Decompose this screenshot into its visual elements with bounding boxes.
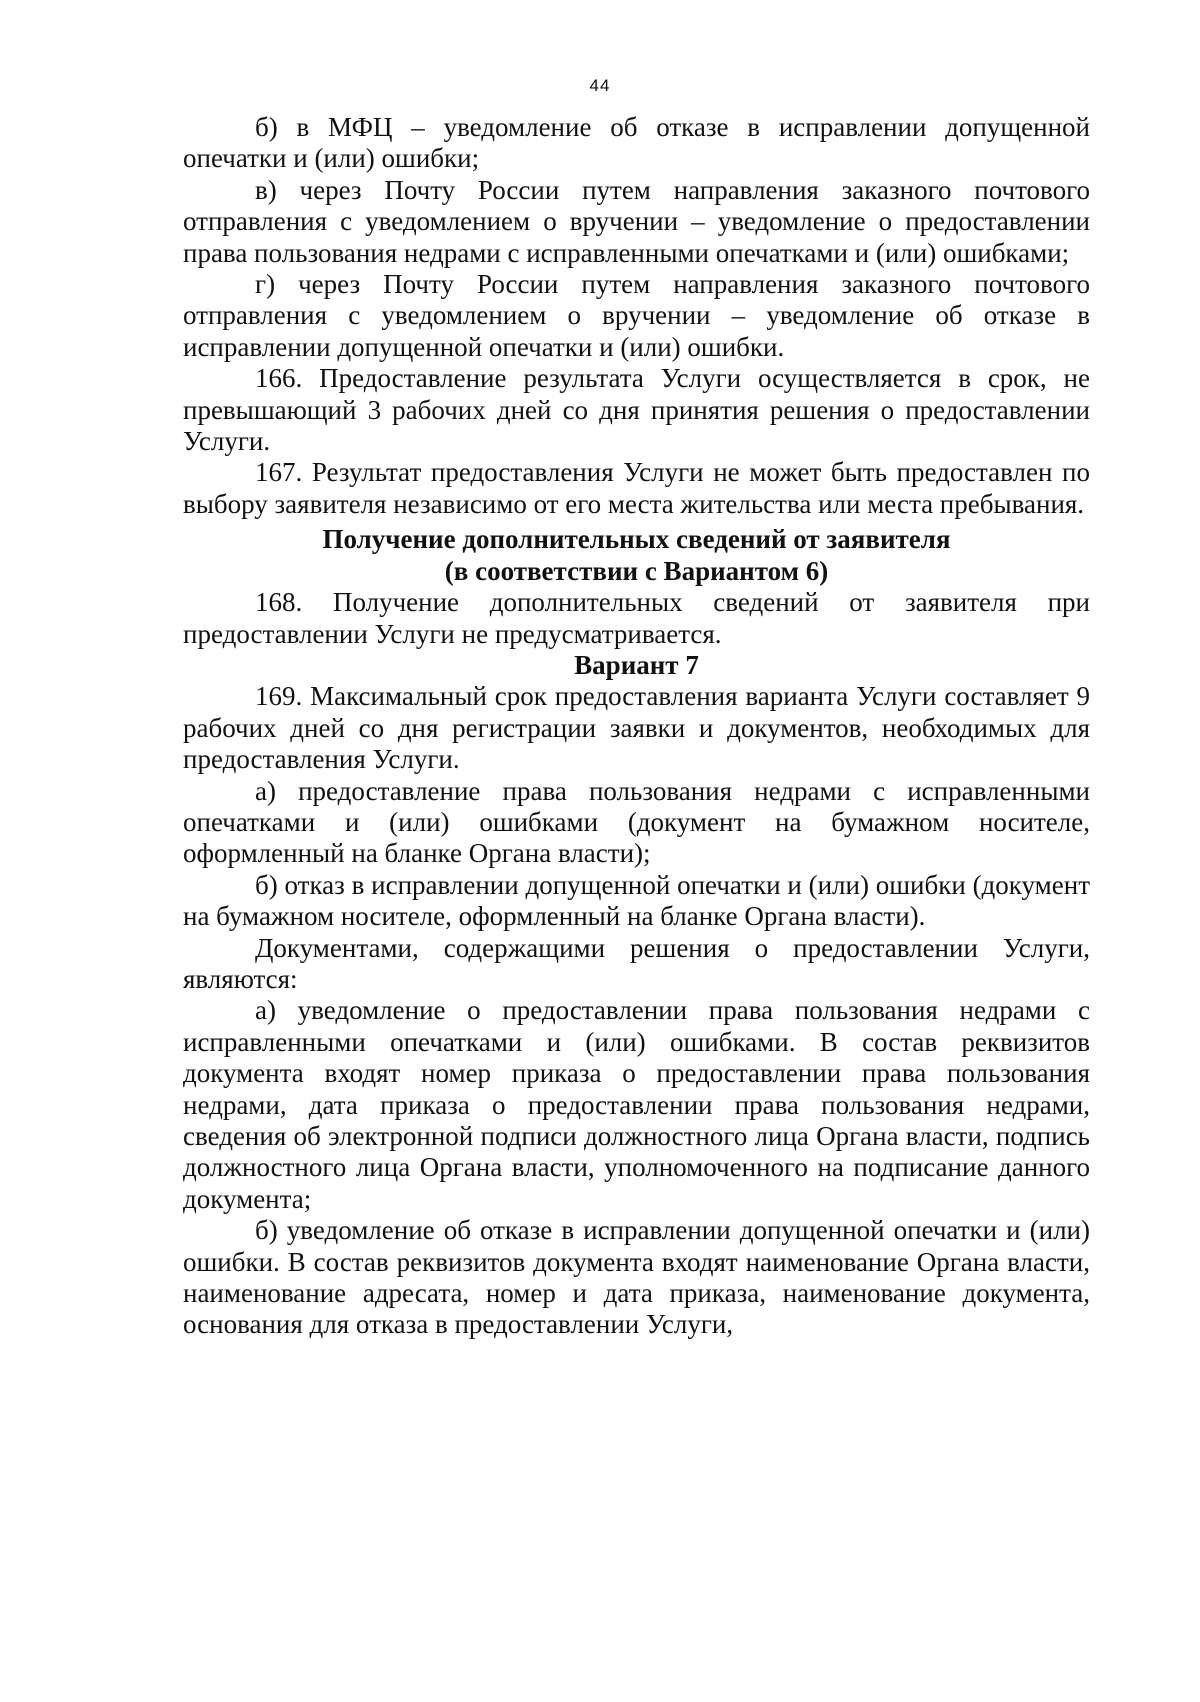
paragraph-documents: Документами, содержащими решения о предоставлении Услуги, являются: (183, 932, 1090, 994)
paragraph-documents-b: б) уведомление об отказе в исправлении допущенной опечатки и (или) ошибки. В состав реквизитов документа входят наименование Органа власти, наименование адресата, номер и дата приказа, наименование документа, основания для отказа в предоставлении Услуги, (183, 1215, 1090, 1340)
section-heading-line-2: (в соответствии с Вариантом 6) (444, 555, 829, 586)
paragraph-v-post: в) через Почту России путем направления заказного почтового отправления с уведомлением о вручении – уведомление о предоставлении права пользования недрами с исправленными опечатками и (или) ошибками; (183, 174, 1090, 268)
paragraph-documents-a: а) уведомление о предоставлении права пользования недрами с исправленными опечатками и (или) ошибками. В состав реквизитов документа входят номер приказа о предоставлении права пользования недрами, дата приказа о предоставлении права пользования недрами, сведения об электронной подписи должностного лица Органа власти, подпись должностного лица Органа власти, уполномоченного на подписание данного документа; (183, 995, 1090, 1214)
paragraph-167: 167. Результат предоставления Услуги не может быть предоставлен по выбору заявителя независимо от его места жительства или места пребывания. (183, 457, 1090, 519)
paragraph-168: 168. Получение дополнительных сведений от заявителя при предоставлении Услуги не предусматривается. (183, 587, 1090, 649)
paragraph-169-a: а) предоставление права пользования недрами с исправленными опечатками и (или) ошибками (документ на бумажном носителе, оформленный на бланке Органа власти); (183, 775, 1090, 869)
paragraph-166: 166. Предоставление результата Услуги осуществляется в срок, не превышающий 3 рабочих дней со дня принятия решения о предоставлении Услуги. (183, 363, 1090, 457)
page-number: 44 (589, 76, 611, 95)
paragraph-b-mfc: б) в МФЦ – уведомление об отказе в исправлении допущенной опечатки и (или) ошибки; (183, 112, 1090, 174)
paragraph-169: 169. Максимальный срок предоставления варианта Услуги составляет 9 рабочих дней со дня регистрации заявки и документов, необходимых для предоставления Услуги. (183, 681, 1090, 775)
section-heading (183, 524, 1090, 587)
paragraph-169-b: б) отказ в исправлении допущенной опечатки и (или) ошибки (документ на бумажном носителе, оформленный на бланке Органа власти). (183, 869, 1090, 932)
document-body (183, 112, 1090, 1341)
section-heading-line-1: Получение дополнительных сведений от заявителя (322, 524, 951, 555)
variant-heading: Вариант 7 (574, 649, 699, 680)
paragraph-g-post: г) через Почту России путем направления заказного почтового отправления с уведомлением о вручении – уведомление об отказе в исправлении допущенной опечатки и (или) ошибки. (183, 269, 1090, 362)
